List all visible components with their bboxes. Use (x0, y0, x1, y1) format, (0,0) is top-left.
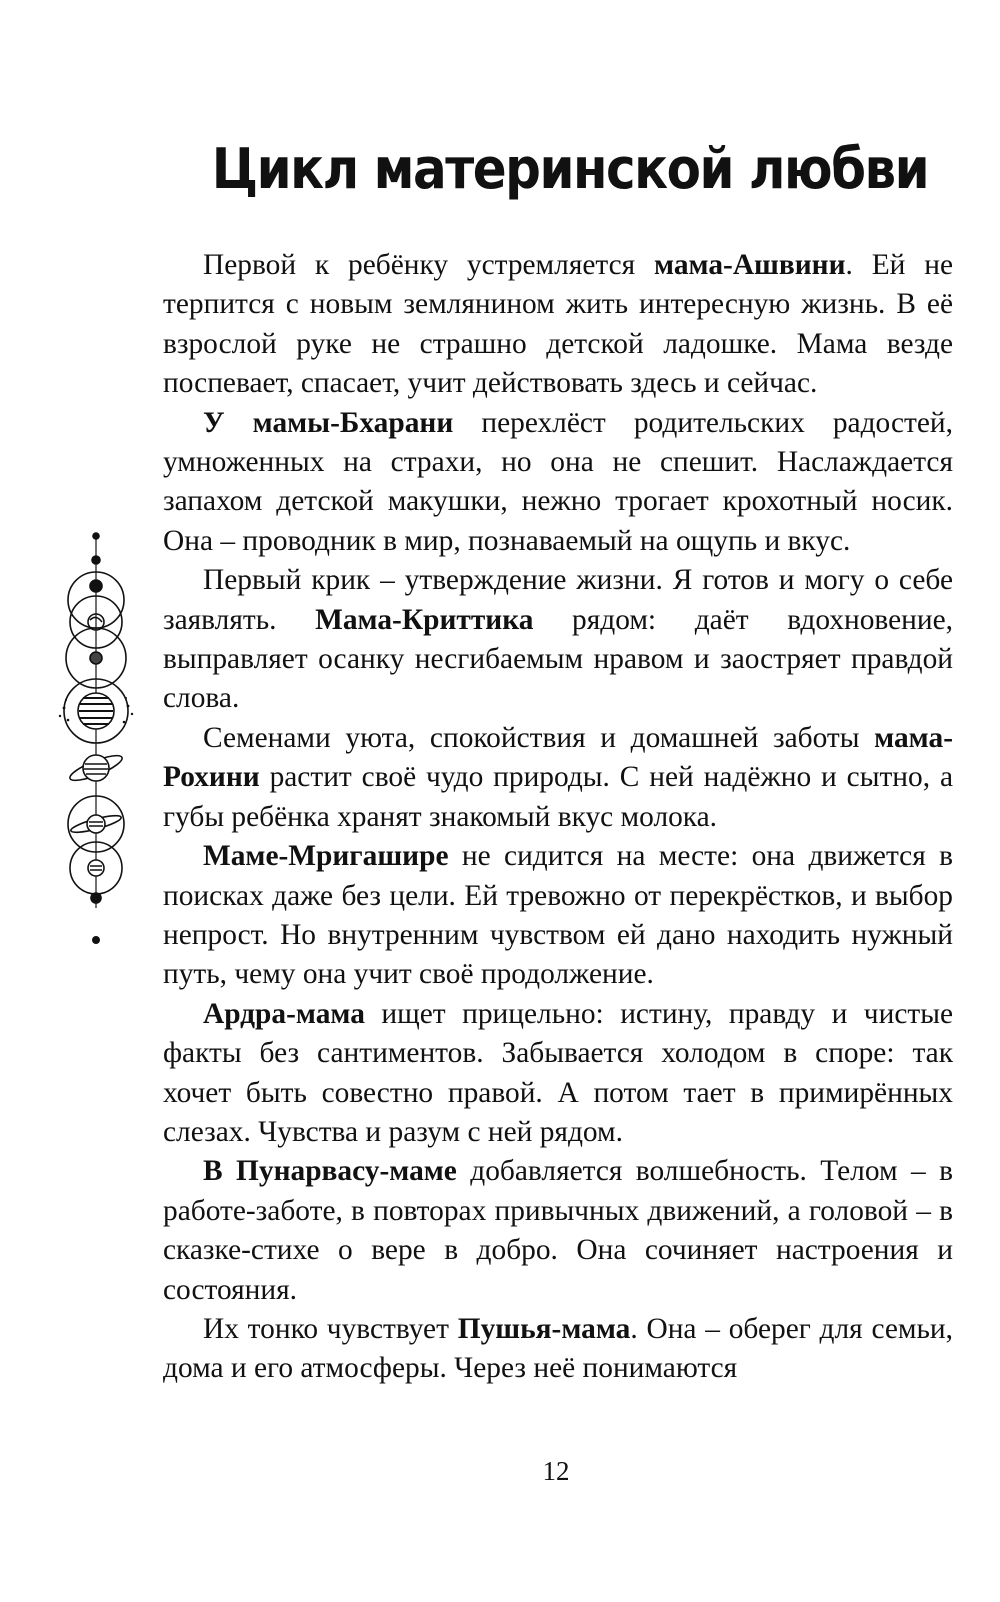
bold-name: мама-Рохини (163, 721, 953, 794)
paragraph-pushya: Их тонко чувствует Пушья-мама. Она – оберег для семьи, дома и его атмосферы. Через неё понимаются (163, 1312, 953, 1385)
paragraph-bharani: У мамы-Бхарани перехлёст родительских радостей, умноженных на страхи, но она не спешит. Наслаждается запахом детской макушки, нежно трогает крохотный носик. Она – проводник в мир, познаваемый на ощупь и вкус. (163, 406, 953, 557)
page-number: 12 (542, 1456, 570, 1486)
paragraph-ardra: Ардра-мама ищет прицельно: истину, правду и чистые факты без сантиментов. Забывается холодом в споре: так хочет быть совестно правой. А потом тает в примирённых слезах. Чувства и разум с ней рядом. (163, 997, 953, 1148)
paragraph-punarvasu: В Пунарвасу-маме добавляется волшебность. Телом – в работе-заботе, в повторах привычных движений, а головой – в сказке-стихе о вере в добро. Она сочиняет настроения и состояния. (163, 1155, 953, 1306)
bold-name: мама-Ашвини (654, 249, 846, 281)
paragraph-ashvini: Первой к ребёнку устремляется мама-Ашвини. Ей не терпится с новым землянином жить интересную жизнь. В её взрослой руке не страшно детской ладошке. Мама везде поспевает, спасает, учит действовать здесь и сейчас. (163, 249, 954, 400)
paragraph-krittika: Первый крик – утверждение жизни. Я готов и могу о себе заявлять. Мама-Криттика рядом: даёт вдохновение, выправляет осанку несгибаемым нравом и заостряет правдой слова. (163, 564, 954, 715)
bold-name: У мамы-Бхарани (203, 406, 454, 439)
bold-name: Маме-Мригашире (203, 840, 449, 873)
body-text (163, 246, 953, 1389)
paragraph-rohini: Семенами уюта, спокойствия и домашней заботы мама-Рохини растит своё чудо природы. С ней надёжно и сытно, а губы ребёнка хранят знакомый вкус молока. (163, 721, 953, 833)
planets-ornament-icon (50, 528, 142, 948)
bold-name: Ардра-мама (203, 997, 365, 1030)
bold-name: В Пунарвасу-маме (203, 1155, 457, 1188)
bold-name: Пушья-мама (457, 1312, 631, 1345)
page-title: Цикл материнской любви (211, 136, 929, 202)
bold-name: Мама-Криттика (315, 603, 534, 636)
paragraph-mrigashira: Маме-Мригашире не сидится на месте: она движется в поисках даже без цели. Ей тревожно от перекрёстков, и выбор непрост. Но внутренним чувством ей дано находить нужный путь, чему она учит своё продолжение. (163, 840, 953, 991)
